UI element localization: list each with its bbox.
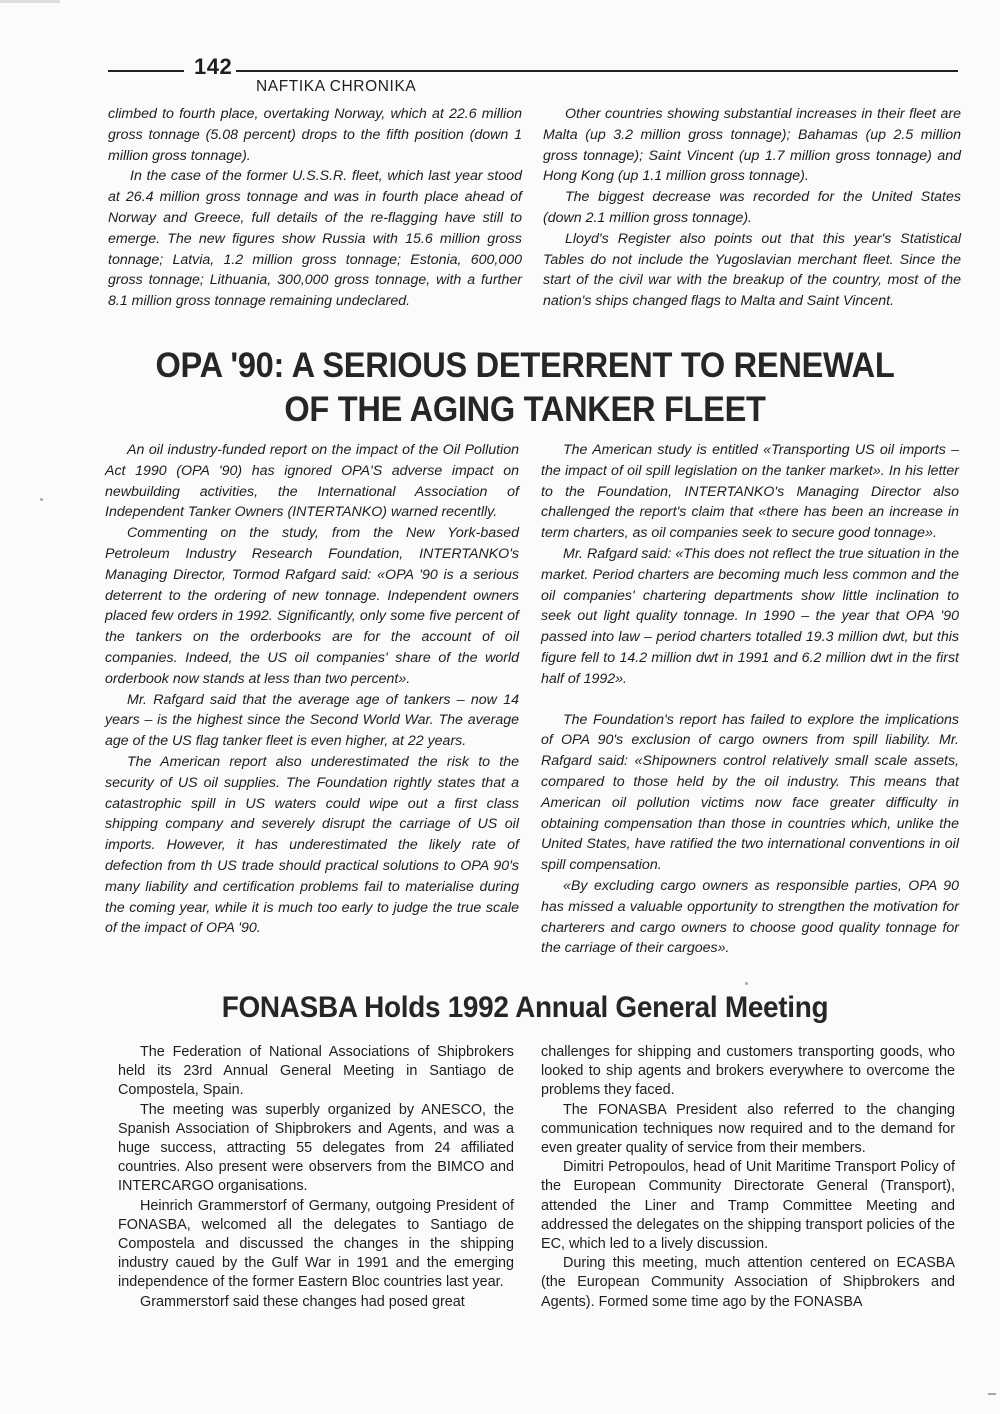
scan-artifact — [0, 0, 60, 3]
fonasba-article-headline: FONASBA Holds 1992 Annual General Meeting — [221, 991, 829, 1024]
opa-article-right-column — [541, 440, 959, 959]
header-rule-left — [108, 70, 184, 72]
paragraph: The biggest decrease was recorded for the United States (down 2.1 million gross tonnage). — [543, 189, 961, 226]
paragraph: Commenting on the study, from the New York-based Petroleum Industry Research Foundation, INTERTANKO's Managing Director, Tormod Rafgard said: «OPA '90 is a serious deterrent to the ordering of new tonnage. Independent owners placed few orders in 1992. Significantly, only some five percent of the tankers on the orderbooks are for the account of oil companies. Indeed, the US oil companies' share of the world orderbook now stands at less than two percent». — [105, 525, 519, 687]
fonasba-article-right-column — [541, 1043, 955, 1312]
paragraph: The meeting was superbly organized by ANESCO, the Spanish Association of Shipbrokers and Agents, and was a huge success, attracting 55 delegates from 24 affiliated countries. Also present were observers from the BIMCO and INTERCARGO organisations. — [118, 1101, 514, 1195]
page-number: 142 — [194, 54, 233, 79]
continued-article-right-column — [543, 104, 961, 312]
paragraph: challenges for shipping and customers transporting goods, who looked to ship agents and brokers everywhere to overcome the problems they faced. — [541, 1044, 955, 1099]
paragraph: The Foundation's report has failed to explore the implications of OPA 90's exclusion of cargo owners from spill liability. Mr. Rafgard said: «Shipowners control relatively small scale assets, compared to those held by the oil industry. This means that American oil pollution victims now face greater difficulty in obtaining compensation than those in countries which, unlike the United States, have ratified the two international conventions in oil spill compensation. — [541, 711, 959, 874]
paragraph: In the case of the former U.S.S.R. fleet, which last year stood at 26.4 million gross tonnage and was in fourth place ahead of Norway and Greece, full details of the re-flagging have still to emerge. The new figures show Russia with 15.6 million gross tonnage; Latvia, 1.2 million gross tonnage; Estonia, 600,000 gross tonnage; Lithuania, 300,000 gross tonnage, with a further 8.1 million gross tonnage remaining undeclared. — [108, 168, 522, 310]
paragraph: The Federation of National Associations of Shipbrokers held its 23rd Annual General Meeting in Santiago de Compostela, Spain. — [118, 1044, 514, 1099]
paragraph: Other countries showing substantial increases in their fleet are Malta (up 3.2 million gross tonnage); Bahamas (up 2.5 million gross tonnage); Saint Vincent (up 1.7 million gross tonnage) and Hong Kong (up 1.1 million gross tonnage). — [543, 106, 961, 185]
fonasba-article-left-column — [118, 1043, 514, 1312]
running-title: NAFTIKA CHRONIKA — [256, 78, 417, 95]
paragraph: The American study is entitled «Transporting US oil imports – the impact of oil spill legislation on the tanker market». In his letter to the Foundation, INTERTANKO's Managing Director also challenged the report's claim that «there has been an increase in term charters, as oil companies seek to secure good tonnage». — [541, 442, 959, 542]
paragraph: The American report also underestimated the risk to the security of US oil supplies. The Foundation rightly states that a catastrophic spill in US waters could wipe out a first class shipping company and severely disrupt the carriage of US oil imports. However, it has underestimated the likely rate of defection from th US trade should practical solutions to OPA 90's many liability and certification problems fail to materialise during the coming year, while it is much too early to judge the true scale of the impact of OPA '90. — [105, 753, 519, 937]
paragraph: The FONASBA President also referred to the changing communication techniques now required and to the demand for even greater quality of service from their members. — [541, 1101, 955, 1157]
page-header — [108, 54, 958, 104]
scan-speck — [988, 1393, 996, 1395]
headline-line-2: OF THE AGING TANKER FLEET — [284, 390, 766, 429]
paragraph: Mr. Rafgard said: «This does not reflect the true situation in the market. Period charters are becoming much less common and the oil companies' chartering departments show little inclination to seek out light quality tonnage. In 1990 – the year that OPA '90 passed into law – period charters totalled 19.3 million dwt, but this figure fell to 14.2 million dwt in 1991 and 6.2 million dwt in the first half of 1992». — [541, 545, 959, 687]
scan-speck — [40, 498, 43, 501]
opa-article-headline — [130, 344, 921, 432]
paragraph: During this meeting, much attention centered on ECASBA (the European Community Association of Shipbrokers and Agents). Formed some time ago by the FONASBA — [541, 1255, 955, 1310]
paragraph: Dimitri Petropoulos, head of Unit Maritime Transport Policy of the European Community Directorate General (Transport), attended the Liner and Tramp Committee Meeting and addressed the delegates on the shipping transport policies of the EC, which led to a lively discussion. — [541, 1159, 955, 1253]
paragraph: Heinrich Grammerstorf of Germany, outgoing President of FONASBA, welcomed all the delegates to Santiago de Compostela and discussed the changes in the shipping industry caued by the Gulf War in 1991 and the emerging independence of the former Eastern Bloc countries last year. — [118, 1197, 514, 1291]
paragraph: climbed to fourth place, overtaking Norway, which at 22.6 million gross tonnage (5.08 percent) drops to the fifth position (down 1 million gross tonnage). — [108, 106, 522, 164]
paragraph: An oil industry-funded report on the impact of the Oil Pollution Act 1990 (OPA '90) has ignored OPA'S adverse impact on newbuilding activities, the International Association of Independent Tanker Owners (INTERTANKO) warned recentlly. — [105, 442, 519, 521]
paragraph: Lloyd's Register also points out that this year's Statistical Tables do not include the Yugoslavian merchant fleet. Since the start of the civil war with the breakup of the country, most of the nation's ships changed flags to Malta and Saint Vincent. — [543, 230, 961, 310]
paragraph: «By excluding cargo owners as responsible parties, OPA 90 has missed a valuable opportunity to strengthen the motivation for charterers and cargo owners to choose good quality tonnage for the carriage of their cargoes». — [541, 877, 959, 957]
headline-line-1: OPA '90: A SERIOUS DETERRENT TO RENEWAL — [155, 346, 895, 385]
header-rule-right — [236, 70, 958, 72]
scan-speck — [745, 982, 748, 985]
continued-article-left-column — [108, 104, 522, 312]
paragraph: Grammerstorf said these changes had posed great — [140, 1293, 465, 1310]
paragraph: Mr. Rafgard said that the average age of tankers – now 14 years – is the highest since the Second World War. The average age of the US flag tanker fleet is even higher, at 22 years. — [105, 691, 519, 750]
opa-article-left-column — [105, 440, 519, 939]
